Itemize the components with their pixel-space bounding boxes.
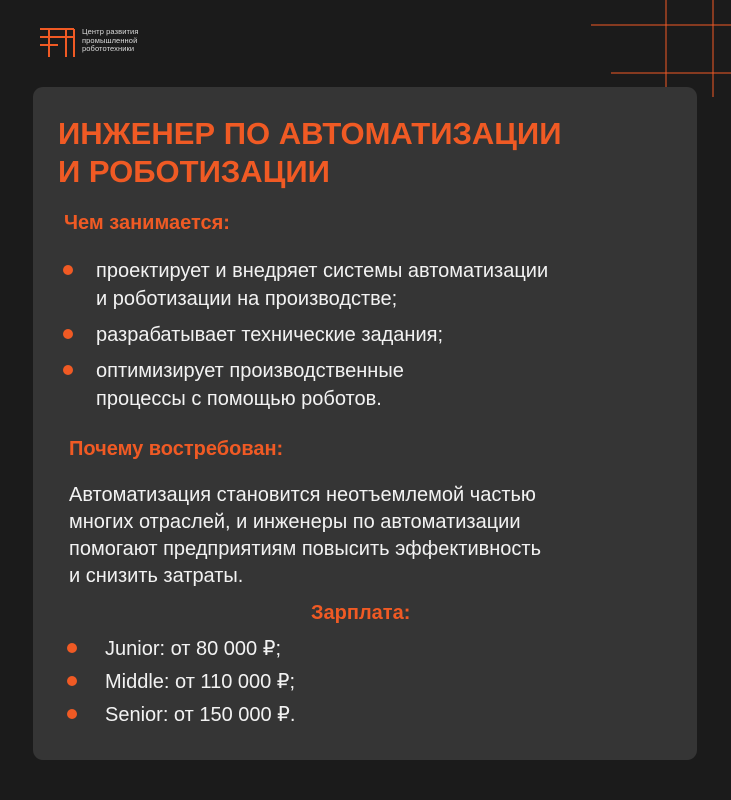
list-item-line: разрабатывает технические задания; (96, 324, 444, 346)
paragraph-line: и снизить затраты. (69, 565, 244, 587)
list-item-line: и роботизации на производстве; (96, 288, 398, 310)
bullet-dot-icon (67, 643, 77, 653)
list-item (63, 357, 548, 413)
bullet-dot-icon (67, 709, 77, 719)
logo-text (82, 28, 139, 54)
bullet-dot-icon (63, 265, 73, 275)
logo-line: промышленной (82, 35, 138, 45)
salary-heading: Зарплата: (311, 602, 411, 624)
salary-item: Junior: от 80 000 ₽; (105, 638, 281, 660)
title-line: ИНЖЕНЕР ПО АВТОМАТИЗАЦИИ (58, 116, 562, 151)
paragraph-line: Автоматизация становится неотъемлемой частью (69, 484, 536, 506)
demand-heading: Почему востребован: (69, 438, 284, 460)
duties-heading: Чем занимается: (64, 212, 230, 234)
logo-icon (40, 26, 76, 58)
brand-logo (40, 26, 139, 58)
page-title (58, 115, 678, 191)
bullet-dot-icon (63, 329, 73, 339)
logo-line: робототехники (82, 44, 135, 53)
list-item-line: оптимизирует производственные (96, 360, 404, 382)
paragraph-line: многих отраслей, и инженеры по автоматизации (69, 511, 521, 533)
list-item (67, 635, 295, 663)
list-item (67, 668, 295, 696)
list-item-line: проектирует и внедряет системы автоматизации (96, 260, 549, 282)
bullet-dot-icon (63, 365, 73, 375)
salary-item: Middle: от 110 000 ₽; (105, 671, 296, 693)
bullet-dot-icon (67, 676, 77, 686)
logo-line: Центр развития (82, 27, 139, 36)
salary-item: Senior: от 150 000 ₽. (105, 704, 296, 726)
paragraph-line: помогают предприятиям повысить эффективность (69, 538, 541, 560)
list-item (63, 321, 548, 349)
title-line: И РОБОТИЗАЦИИ (58, 154, 330, 189)
content-card (33, 87, 697, 760)
salary-list (67, 635, 295, 734)
list-item (67, 701, 295, 729)
list-item-line: процессы с помощью роботов. (96, 388, 382, 410)
list-item (63, 257, 548, 313)
demand-paragraph (69, 482, 669, 590)
duties-list (63, 257, 548, 421)
